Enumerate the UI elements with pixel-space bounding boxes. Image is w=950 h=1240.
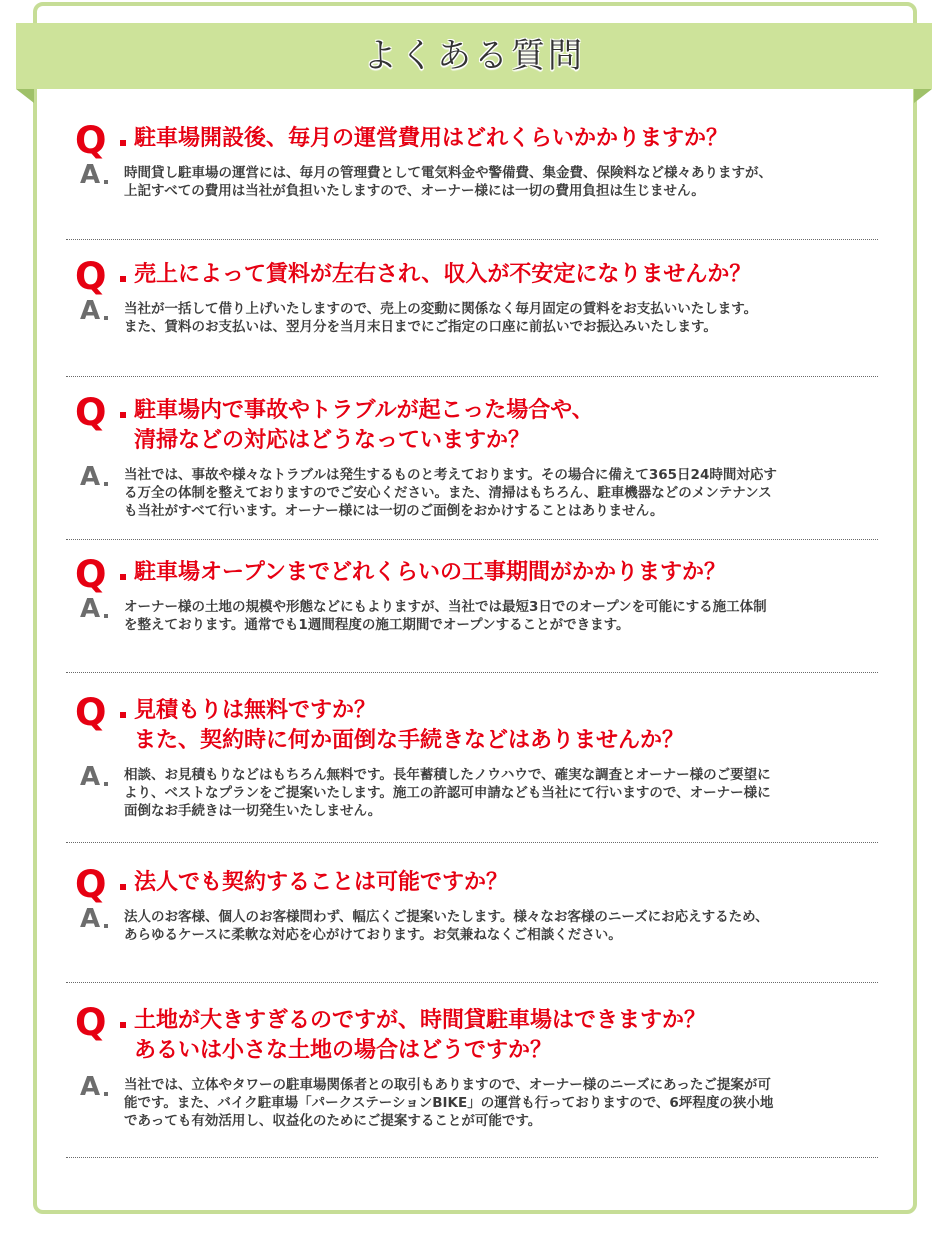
faq-item-1: [66, 119, 878, 240]
answer-row: [66, 594, 878, 634]
answer-row: [66, 296, 878, 336]
question-text: 土地が大きすぎるのですが、時間貸駐車場はできますか？ あるいは小さな土地の場合はどうですか？: [134, 1008, 707, 1063]
question-text: 駐車場開設後、毎月の運営費用はどれくらいかかりますか？: [134, 126, 729, 151]
a-mark-icon: A: [80, 1072, 101, 1102]
answer-text: 相談、お見積もりなどはもちろん無料です。長年蓄積したノウハウで、確実な調査とオーナー様のご要望に より、ベストなプランをご提案いたします。施工の許認可申請なども当社にて行いますので、オーナー様に 面倒なお手続きは一切発生いたしません。: [124, 767, 771, 819]
answer-row: [66, 1072, 878, 1130]
question-row: [66, 1001, 878, 1066]
a-dot-icon: [104, 482, 108, 486]
question-row: [66, 553, 878, 596]
q-dot-icon: [120, 712, 126, 718]
faq-item-2: [66, 255, 878, 377]
a-dot-icon: [104, 1092, 108, 1096]
answer-text: 当社が一括して借り上げいたしますので、売上の変動に関係なく毎月固定の賃料をお支払いいたします。 また、賃料のお支払いは、翌月分を当月末日までにご指定の口座に前払いでお振込みいたします。: [124, 301, 758, 335]
a-mark-icon: A: [80, 296, 101, 326]
answer-row: [66, 762, 878, 820]
q-mark-icon: Q: [75, 119, 107, 162]
q-dot-icon: [120, 1022, 126, 1028]
question-text: 駐車場内で事故やトラブルが起こった場合や、 清掃などの対応はどうなっていますか？: [134, 398, 594, 453]
faq-item-5: [66, 691, 878, 843]
question-row: [66, 691, 878, 756]
faq-item-7: [66, 1001, 878, 1158]
question-row: [66, 255, 878, 298]
question-row: [66, 391, 878, 456]
faq-item-3: [66, 391, 878, 540]
q-dot-icon: [120, 574, 126, 580]
answer-text: 時間貸し駐車場の運営には、毎月の管理費として電気料金や警備費、集金費、保険料など様々ありますが、 上記すべての費用は当社が負担いたしますので、オーナー様には一切の費用負担は生じません。: [124, 165, 772, 199]
question-text: 見積もりは無料ですか？ また、契約時に何か面倒な手続きなどはありませんか？: [134, 698, 685, 753]
question-row: [66, 119, 878, 162]
question-row: [66, 863, 878, 906]
q-dot-icon: [120, 884, 126, 890]
faq-item-4: [66, 553, 878, 673]
q-mark-icon: Q: [75, 255, 107, 298]
answer-row: [66, 462, 878, 520]
answer-row: [66, 904, 878, 944]
answer-text: 法人のお客様、個人のお客様問わず、幅広くご提案いたします。様々なお客様のニーズにお応えするため、 あらゆるケースに柔軟な対応を心がけております。お気兼ねなくご相談ください。: [124, 909, 769, 943]
answer-text: 当社では、立体やタワーの駐車場関係者との取引もありますので、オーナー様のニーズにあったご提案が可 能です。また、バイク駐車場「パークステーションBIKE」の運営も行っておりますので、6坪程度の狭小地 であっても有効活用し、収益化のためにご提案することが可能です。: [124, 1077, 774, 1129]
q-dot-icon: [120, 140, 126, 146]
a-mark-icon: A: [80, 594, 101, 624]
q-mark-icon: Q: [75, 1001, 107, 1044]
a-dot-icon: [104, 614, 108, 618]
ribbon-fold-right: [914, 89, 932, 103]
q-dot-icon: [120, 412, 126, 418]
a-dot-icon: [104, 180, 108, 184]
question-text: 法人でも契約することは可能ですか？: [134, 870, 509, 895]
q-mark-icon: Q: [75, 391, 107, 434]
a-mark-icon: A: [80, 762, 101, 792]
answer-text: オーナー様の土地の規模や形態などにもよりますが、当社では最短3日でのオープンを可能にする施工体制 を整えております。通常でも1週間程度の施工期間でオープンすることができます。: [124, 599, 767, 633]
a-mark-icon: A: [80, 904, 101, 934]
title-ribbon: [16, 23, 932, 89]
q-mark-icon: Q: [75, 691, 107, 734]
ribbon-fold-left: [16, 89, 34, 103]
faq-item-6: [66, 863, 878, 983]
q-mark-icon: Q: [75, 553, 107, 596]
page-title: よくある質問: [363, 36, 585, 76]
answer-row: [66, 160, 878, 200]
question-text: 駐車場オープンまでどれくらいの工事期間がかかりますか？: [134, 560, 727, 585]
q-dot-icon: [120, 276, 126, 282]
a-dot-icon: [104, 316, 108, 320]
a-dot-icon: [104, 782, 108, 786]
answer-text: 当社では、事故や様々なトラブルは発生するものと考えております。その場合に備えて365日24時間対応す る万全の体制を整えておりますのでご安心ください。また、清掃はもちろん、駐車機器などのメンテナンス も当社がすべて行います。オーナー様には一切のご面倒をおかけすることはありません。: [124, 467, 777, 519]
a-dot-icon: [104, 924, 108, 928]
question-text: 売上によって賃料が左右され、収入が不安定になりませんか？: [134, 262, 752, 287]
a-mark-icon: A: [80, 462, 101, 492]
q-mark-icon: Q: [75, 863, 107, 906]
a-mark-icon: A: [80, 160, 101, 190]
